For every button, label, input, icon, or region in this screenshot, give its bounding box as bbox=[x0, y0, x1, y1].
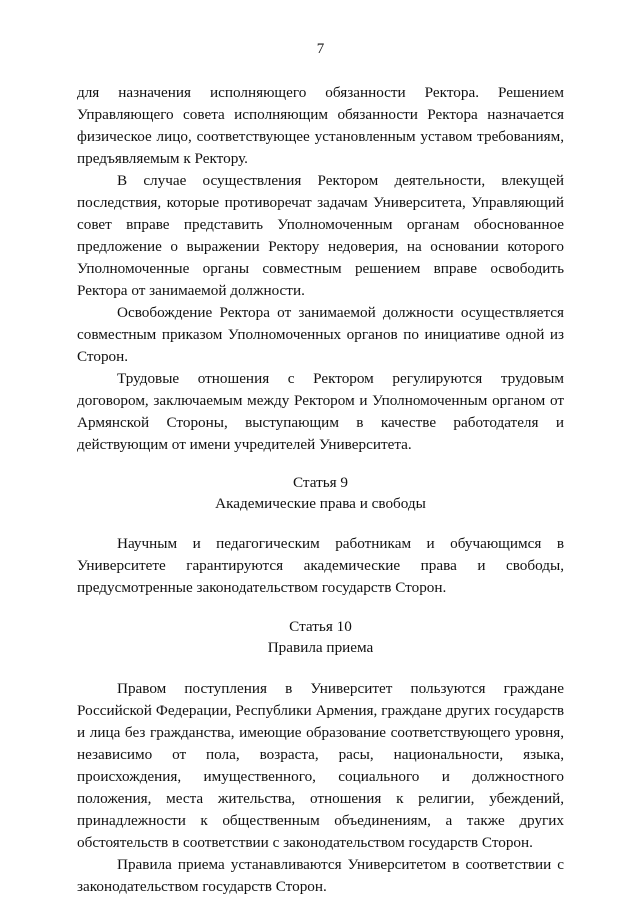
paragraph: Правом поступления в Университет пользуются граждане Российской Федерации, Республики Армения, граждане других государств и лица без гражданства, имеющие образование соответствующего уровня, независимо от пола, возраста, расы, национальности, языка, происхождения, имущественного, социального и должностного положения, места жительства, отношения к религии, убеждений, принадлежности к общественным объединениям, а также других обстоятельств в соответствии с законодательством государств Сторон. bbox=[77, 680, 564, 851]
paragraph: Научным и педагогическим работникам и обучающимся в Университете гарантируются академические права и свободы, предусмотренные законодательством государств Сторон. bbox=[77, 535, 564, 596]
article-number: Статья 9 bbox=[292, 474, 349, 491]
paragraph: В случае осуществления Ректором деятельности, влекущей последствия, которые противоречат задачам Университета, Управляющий совет вправе представить Уполномоченным органам обоснованное предложение о выражении Ректору недоверия, на основании которого Уполномоченные органы совместным решением вправе освободить Ректора от занимаемой должности. bbox=[77, 172, 564, 299]
article-number: Статья 10 bbox=[289, 618, 352, 635]
article-10 bbox=[77, 616, 564, 898]
paragraph: Трудовые отношения с Ректором регулируются трудовым договором, заключаемым между Ректором и Уполномоченным органом от Армянской Стороны, выступающим в качестве работодателя и действующим от имени учредителей Университета. bbox=[77, 370, 564, 453]
paragraph: Освобождение Ректора от занимаемой должности осуществляется совместным приказом Уполномоченных органов по инициативе одной из Сторон. bbox=[77, 304, 564, 365]
article-9 bbox=[77, 472, 564, 599]
paragraph: Правила приема устанавливаются Университетом в соответствии с законодательством государств Сторон. bbox=[77, 856, 564, 895]
intro-section bbox=[77, 82, 564, 456]
article-title: Академические права и свободы bbox=[215, 495, 426, 512]
paragraph: для назначения исполняющего обязанности Ректора. Решением Управляющего совета исполняющим обязанности Ректора назначается физическое лицо, соответствующее установленным уставом требованиям, предъявляемым к Ректору. bbox=[77, 84, 564, 167]
article-title: Правила приема bbox=[267, 639, 374, 656]
page-number: 7 bbox=[316, 41, 325, 57]
